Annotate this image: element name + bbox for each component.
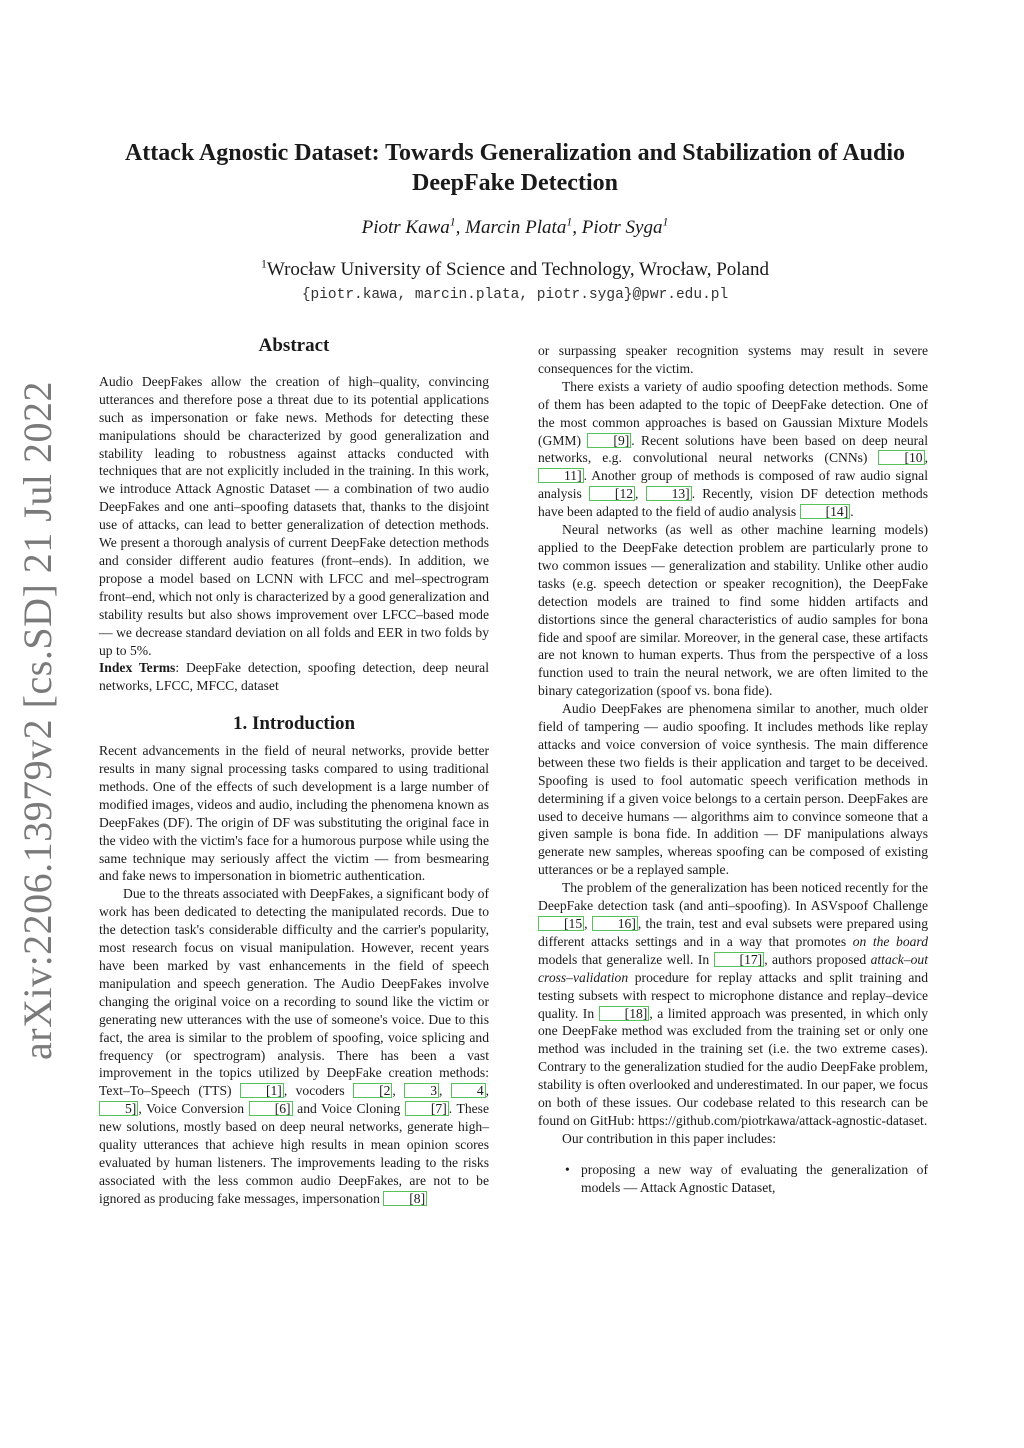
citation-link[interactable]: [2 [353,1083,392,1098]
citation-link[interactable]: [10 [878,450,924,465]
list-item: • proposing a new way of evaluating the generalization of models — Attack Agnostic Dataset, [565,1161,928,1195]
body-paragraph: Neural networks (as well as other machine learning models) applied to the DeepFake detection problem are particularly prone to two common issues — generalization and stability. Unlike other audio tasks (e.g. speech detection or speaker recognition), the DeepFake detection models are trained to find some hidden artifacts and distortions since the general characteristics of audio samples for bona fide and spoof are similar. Moreover, in the general case, these artifacts are not known to human experts. Thus from the perspective of a loss function used to train the neural network, we are often limited to the binary categorization (spoof vs. bona fide). [538,522,928,699]
author-name: Marcin Plata [465,217,567,238]
citation-link[interactable]: 13] [646,486,692,501]
author-affiliation-mark: 1 [449,215,456,229]
author-name: Piotr Syga [581,217,663,238]
citation-link[interactable]: [6] [249,1101,293,1116]
right-column [538,342,928,1197]
citation-link[interactable]: [15 [538,916,584,931]
title-line-2: DeepFake Detection [412,170,618,196]
citation-link[interactable]: 11] [538,468,584,483]
index-terms-label: Index Terms [99,660,176,676]
citation-link[interactable]: 3 [404,1083,439,1098]
body-paragraph: The problem of the generalization has been noticed recently for the DeepFake detection task (and anti–spoofing). In ASVspoof Challenge [15 , 16] , the train, test and eval subsets were prepared using different attacks settings and in a way that promotes on the board models that generalize well. In [17] , authors proposed attack–out cross–validation procedure for replay attacks and split training and testing subsets with respect to microphone distance and replay–device quality. In [18] , a limited approach was presented, in which only one DeepFake method was excluded from the training set or only one method was included in the training set (i.e. the two extreme cases). Contrary to the generalization studied for the audio DeepFake problem, stability is often overlooked and underestimated. In our paper, we focus on both of these issues. Our codebase related to this research can be found on GitHub: https://github.com/piotrkawa/attack-agnostic-dataset. [538,880,929,1128]
bullet-icon: • [565,1161,570,1177]
introduction-heading: 1. Introduction [232,713,356,735]
citation-link[interactable]: [9] [587,433,631,448]
affiliation-mark: 1 [261,257,267,271]
citation-link[interactable]: 16] [592,916,638,931]
body-paragraph: Our contribution in this paper includes: [562,1130,777,1146]
author-list: Piotr Kawa$^1$, Marcin Plata$^1$, Piotr Syga$^1$ [361,215,669,238]
citation-link[interactable]: [14] [800,504,851,519]
citation-link[interactable]: [1] [240,1083,284,1098]
intro-paragraph-2: Due to the threats associated with DeepFakes, a significant body of work has been dedicated to detecting the manipulated records. Due to the detection task's considerable difficulty and the carrier's popularity, most research focus on visual manipulation. However, recent years have been marked by vast enhancements in the field of speech manipulation and speech generation. The Audio DeepFakes involve changing the original voice on a recording to sound like the victim or generating new utterances with the use of someone's voice. Due to this fact, the area is similar to the problem of spoofing, voice splicing and frequency (or spectrogram) analysis. There has been a vast improvement in the topics utilized by DeepFake creation methods: Text–To–Speech (TTS) [1] , vocoders [2 , 3 , 4 , 5] , Voice Conversion [6] and Voice Cloning [7] . These new solutions, mostly based on deep neural networks, generate high–quality utterances that achieve high results in mean opinion scores evaluated by human listeners. The improvements leading to the risks associated with the less common audio DeepFakes, are not to be ignored as producing fake messages, impersonation [8] [99,886,490,1206]
author-affiliation-mark: 1 [662,215,669,229]
author-emails: {piotr.kawa, marcin.plata, piotr.syga}@pwr.edu.pl [301,287,729,303]
title-line-1: Attack Agnostic Dataset: Towards Generalization and Stabilization of Audio [124,140,906,166]
citation-link[interactable]: [18] [599,1006,650,1021]
citation-link[interactable]: [17] [714,952,765,967]
citation-link[interactable]: [8] [383,1191,427,1206]
body-paragraph: Audio DeepFakes are phenomena similar to another, much older field of tampering — audio spoofing. It includes methods like replay attacks and voice conversion of voice synthesis. The main difference between these two fields is their application and target to be deceived. Spoofing is used to fool automatic speech verification methods in determining if a given voice belongs to a certain person. DeepFakes are used to deceive humans — algorithms aim to convince someone that a given sample is bona fide. In addition — DF manipulations always generate new samples, whereas spoofing can be composed of existing utterances or be a replayed sample. [538,701,928,878]
contribution-list [538,1161,928,1197]
affiliation [90,259,940,281]
citation-link[interactable]: [7] [405,1101,449,1116]
paper-title [90,138,940,198]
intro-paragraph-1: Recent advancements in the field of neural networks, provide better results in many signal processing tasks compared to using traditional methods. One of the effects of such development is a large number of modified images, videos and audio, including the phenomena known as DeepFakes (DF). The origin of DF was substituting the original face in the video with the victim's face for a humorous purpose while using the same technique may seriously affect the victim — from besmearing and fake news to impersonation in biometric authentication. [99,743,489,884]
abstract-text: Audio DeepFakes allow the creation of high–quality, convincing utterances and therefore pose a threat due to its potential applications such as impersonation or fake news. Methods for detecting these manipulations should be characterized by good generalization and stability leading to robustness against attacks conducted with techniques that are not explicitly included in the training. In this work, we introduce Attack Agnostic Dataset — a combination of two audio DeepFakes and one anti–spoofing datasets that, thanks to the disjoint use of attacks, can lead to better generalization of detection methods. We present a thorough analysis of current DeepFake detection methods and consider different audio features (front–ends). In addition, we propose a model based on LCNN with LFCC and mel–spectrogram front–end, which not only is characterized by a good generalization and stability results but also shows improvement over LFCC–based mode — we decrease standard deviation on all folds and EER in two folds by up to 5%. [99,373,489,658]
author-affiliation-mark: 1 [566,215,573,229]
continued-paragraph: or surpassing speaker recognition systems may result in severe consequences for the victim. [538,343,928,376]
arxiv-identifier: arXiv:2206.13979v2 [cs.SD] 21 Jul 2022 [15,381,60,1060]
index-terms-text: : DeepFake detection, spoofing detection, deep neural networks, LFCC, MFCC, dataset [99,660,489,694]
index-terms [99,659,489,695]
affiliation-text: Wrocław University of Science and Technology, Wrocław, Poland [266,259,769,280]
body-paragraph: There exists a variety of audio spoofing detection methods. Some of them has been adapted to the topic of DeepFake detection. One of the most common approaches is based on Gaussian Mixture Models (GMM) [9] . Recent solutions have been based on deep neural networks, e.g. convolutional neural networks (CNNs) [10 , 11] . Another group of methods is composed of raw audio signal analysis [12 , 13] . Recently, vision DF detection methods have been adapted to the field of audio analysis [14] . [538,378,928,520]
left-column [99,337,489,1208]
citation-link[interactable]: [12 [589,486,635,501]
author-name: Piotr Kawa [361,217,450,238]
citation-link[interactable]: 5] [99,1101,138,1116]
citation-link[interactable]: 4 [451,1083,486,1098]
abstract-heading: Abstract [258,335,330,356]
